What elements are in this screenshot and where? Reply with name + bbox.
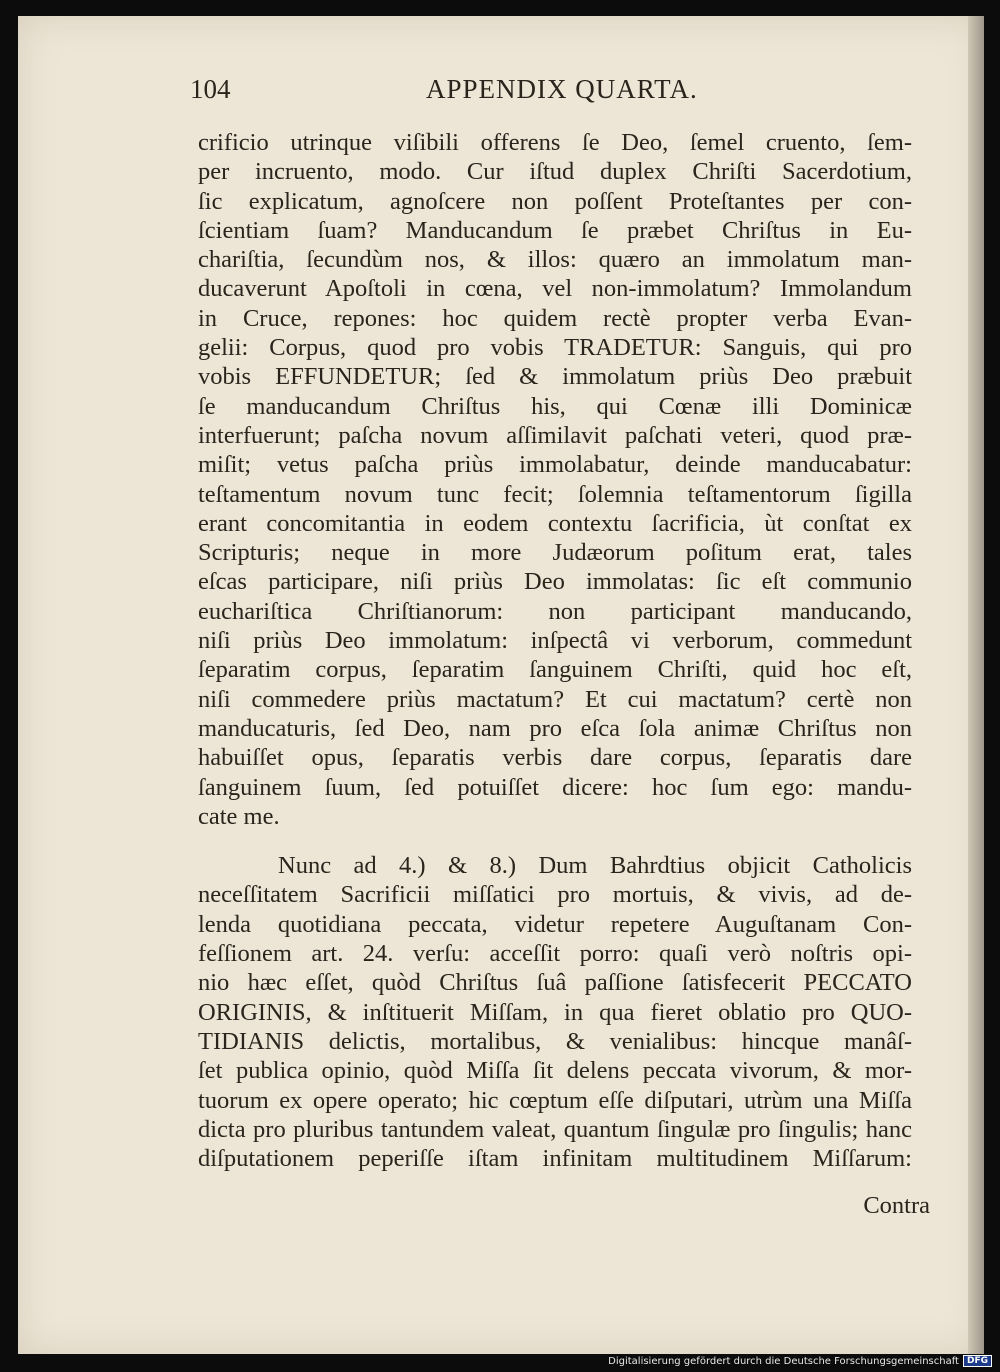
text-line: habuiſſet opus, ſeparatis verbis dare corpus, ſeparatis dare bbox=[198, 744, 912, 772]
text-line: dicta pro pluribus tantundem valeat, quantum ſingulæ pro ſingulis; hanc bbox=[198, 1115, 912, 1143]
text-line: TIDIANIS delictis, mortalibus, & venialibus: hincque manâſ- bbox=[198, 1027, 912, 1055]
text-line: crificio utrinque viſibili offerens ſe Deo, ſemel cruento, ſem- bbox=[198, 129, 912, 156]
body-text bbox=[198, 128, 912, 1173]
running-title: APPENDIX QUARTA. bbox=[426, 74, 698, 104]
text-line: lenda quotidiana peccata, videtur repetere Auguſtanam Con- bbox=[198, 910, 912, 938]
digitization-footer bbox=[608, 1354, 992, 1368]
text-line: eſcas participare, niſi priùs Deo immolatas: ſic eſt communio bbox=[198, 568, 912, 596]
text-line: per incruento, modo. Cur iſtud duplex Chriſti Sacerdotium, bbox=[198, 158, 912, 186]
text-line: gelii: Corpus, quod pro vobis TRADETUR: Sanguis, qui pro bbox=[198, 334, 912, 362]
dfg-logo-icon: DFG bbox=[963, 1355, 992, 1367]
text-line: niſi commedere priùs mactatum? Et cui mactatum? certè non bbox=[198, 685, 912, 713]
text-line: neceſſitatem Sacrificii miſſatici pro mortuis, & vivis, ad de- bbox=[198, 881, 912, 909]
text-line: erant concomitantia in eodem contextu ſacrificia, ùt conſtat ex bbox=[198, 509, 912, 537]
text-line: ſanguinem ſuum, ſed potuiſſet dicere: hoc ſum ego: mandu- bbox=[198, 773, 912, 801]
text-line: ſe manducandum Chriſtus his, qui Cœnæ illi Dominicæ bbox=[198, 392, 912, 420]
text-line: feſſionem art. 24. verſu: acceſſit porro: quaſi verò noſtris opi- bbox=[198, 940, 912, 968]
text-line: teſtamentum novum tunc fecit; ſolemnia teſtamentorum ſigilla bbox=[198, 480, 912, 508]
footer-credit: Digitalisierung gefördert durch die Deutsche Forschungsgemeinschaft bbox=[608, 1355, 959, 1367]
text-line: niſi priùs Deo immolatum: inſpectâ vi verborum, commedunt bbox=[198, 627, 912, 655]
text-line: Scripturis; neque in more Judæorum poſitum erat, tales bbox=[198, 539, 912, 567]
text-line: ſic explicatum, agnoſcere non poſſent Proteſtantes per con- bbox=[198, 187, 912, 215]
text-line: euchariſtica Chriſtianorum: non participant manducando, bbox=[198, 597, 912, 625]
page-edge bbox=[968, 16, 984, 1354]
paragraph-2 bbox=[198, 851, 912, 1173]
text-line: ſcientiam ſuam? Manducandum ſe præbet Chriſtus in Eu- bbox=[198, 216, 912, 244]
text-line: miſit; vetus paſcha priùs immolabatur, deinde manducabatur: bbox=[198, 451, 912, 479]
text-line: ORIGINIS, & inſtituerit Miſſam, in qua fieret oblatio pro QUO- bbox=[198, 998, 912, 1026]
text-line: ſet publica opinio, quòd Miſſa ſit delens peccata vivorum, & mor- bbox=[198, 1057, 912, 1085]
text-line: nio hæc eſſet, quòd Chriſtus ſuâ paſſione ſatisfecerit PECCATO bbox=[198, 969, 912, 997]
text-line: tuorum ex opere operato; hic cœptum eſſe diſputari, utrùm una Miſſa bbox=[198, 1086, 912, 1114]
text-line: interfuerunt; paſcha novum aſſimilavit paſchati veteri, quod præ- bbox=[198, 421, 912, 449]
catchword: Contra bbox=[863, 1192, 930, 1219]
text-line: in Cruce, repones: hoc quidem rectè propter verba Evan- bbox=[198, 304, 912, 332]
text-line: chariſtia, ſecundùm nos, & illos: quæro an immolatum man- bbox=[198, 246, 912, 274]
page-header bbox=[190, 74, 970, 114]
paragraph-gap bbox=[198, 831, 912, 851]
text-line: diſputationem peperiſſe iſtam infinitam multitudinem Miſſarum: bbox=[198, 1145, 912, 1173]
text-line: ducaverunt Apoſtoli in cœna, vel non-immolatum? Immolandum bbox=[198, 275, 912, 303]
text-line: vobis EFFUNDETUR; ſed & immolatum priùs Deo præbuit bbox=[198, 363, 912, 391]
text-line: Nunc ad 4.) & 8.) Dum Bahrdtius objicit Catholicis bbox=[278, 852, 912, 880]
page-number: 104 bbox=[190, 74, 231, 104]
text-line: cate me. bbox=[198, 802, 280, 830]
text-line: manducaturis, ſed Deo, nam pro eſca ſola animæ Chriſtus non bbox=[198, 714, 912, 742]
text-line: ſeparatim corpus, ſeparatim ſanguinem Chriſti, quid hoc eſt, bbox=[198, 656, 912, 684]
paragraph-1 bbox=[198, 128, 912, 831]
